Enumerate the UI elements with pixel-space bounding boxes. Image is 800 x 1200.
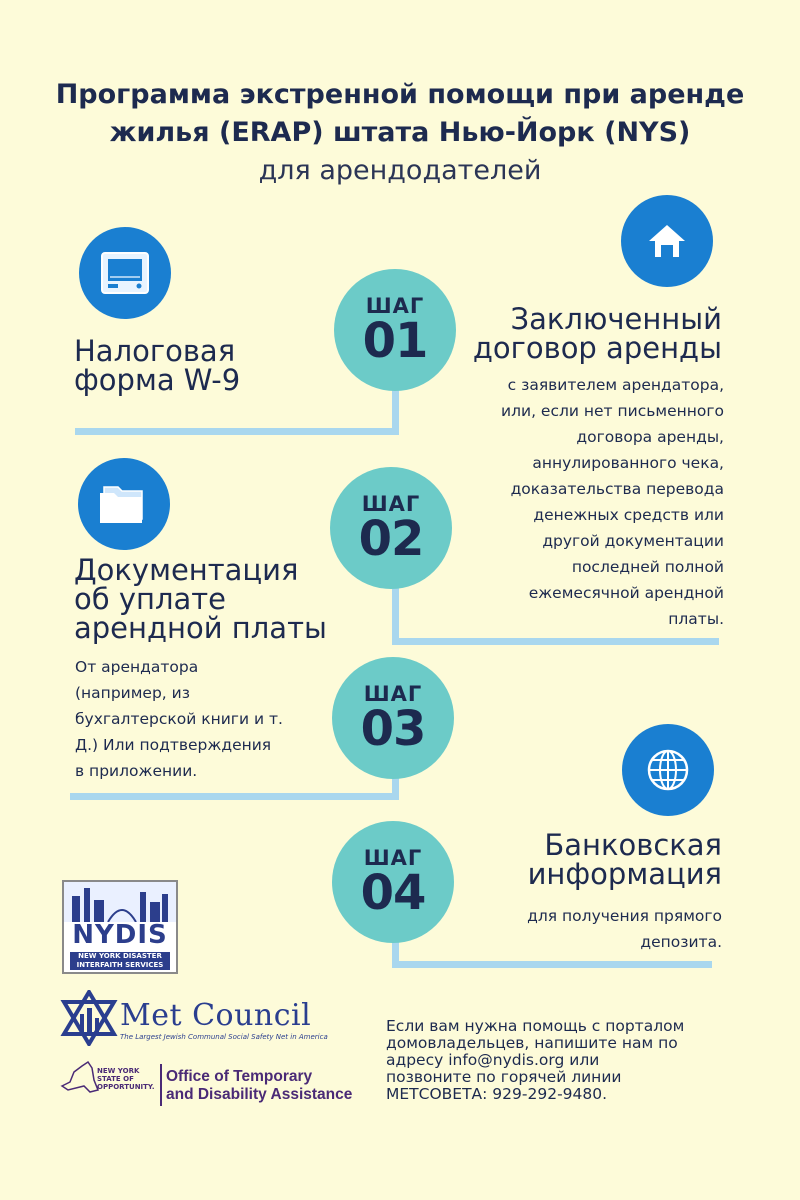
connector-2-horizontal	[392, 638, 719, 645]
step-04-circle	[332, 821, 454, 943]
step-number: 04	[360, 865, 426, 921]
nydis-subtitle: NEW YORK DISASTER INTERFAITH SERVICES	[70, 952, 170, 970]
rent-docs-text-line: бухгалтерской книги и т.	[75, 710, 283, 728]
bank-text	[470, 903, 722, 955]
step-02-circle	[330, 467, 452, 589]
lease-text-line: договора аренды,	[576, 428, 724, 446]
otda-divider	[160, 1064, 162, 1106]
lease-text-line: последней полной	[571, 558, 724, 576]
otda-line-2: and Disability Assistance	[166, 1086, 353, 1103]
lease-text-line: доказательства перевода	[510, 480, 724, 498]
star-of-david-icon	[60, 990, 118, 1046]
rent-docs-heading	[74, 553, 327, 645]
globe-icon	[622, 724, 714, 816]
met-council-tagline: The Largest Jewish Communal Social Safety Net in America	[120, 1033, 328, 1041]
lease-text-line: платы.	[668, 610, 724, 628]
connector-4-horizontal	[392, 961, 712, 968]
lease-text-line: с заявителем арендатора,	[507, 376, 724, 394]
lease-text-line: другой документации	[542, 532, 724, 550]
step-number: 01	[362, 313, 428, 369]
connector-3-horizontal	[70, 793, 399, 800]
step-label: ШАГ	[361, 492, 421, 516]
rent-docs-heading-line-2: об уплате	[74, 582, 227, 616]
contact-line: МЕТСОВЕТА: 929-292-9480.	[386, 1085, 608, 1103]
connector-1-horizontal	[75, 428, 399, 435]
step-label: ШАГ	[363, 846, 423, 870]
lease-text-line: ежемесячной арендной	[528, 584, 724, 602]
lease-heading	[420, 302, 722, 365]
bank-heading	[440, 828, 722, 891]
otda-line-1: Office of Temporary	[166, 1068, 313, 1085]
rent-docs-text-line: От арендатора	[75, 658, 199, 676]
rent-docs-text-line: Д.) Или подтверждения	[75, 736, 272, 754]
step-03-circle	[332, 657, 454, 779]
rent-docs-text	[75, 654, 330, 784]
bank-text-line: для получения прямого	[527, 907, 722, 925]
contact-line: Если вам нужна помощь с порталом	[386, 1017, 685, 1035]
contact-line: домовладельцев, напишите нам по	[386, 1034, 678, 1052]
contact-info	[386, 1018, 746, 1103]
lease-text	[440, 372, 724, 632]
folder-icon	[78, 458, 170, 550]
title-line-2: жилья (ERAP) штата Нью-Йорк (NYS)	[109, 117, 691, 148]
w9-heading-line-1: Налоговая	[74, 334, 236, 368]
lease-text-line: денежных средств или	[533, 506, 724, 524]
bank-text-line: депозита.	[640, 933, 722, 951]
title-line-1: Программа экстренной помощи при аренде	[55, 79, 745, 110]
w9-heading-line-2: форма W-9	[74, 363, 241, 397]
new-york-state-map-icon	[60, 1060, 100, 1094]
step-number: 03	[360, 701, 426, 757]
rent-docs-heading-line-3: арендной платы	[74, 611, 327, 645]
home-icon	[621, 195, 713, 287]
step-label: ШАГ	[363, 682, 423, 706]
rent-docs-text-line: в приложении.	[75, 762, 198, 780]
nydis-wordmark: NYDIS	[72, 920, 168, 950]
lease-heading-line-1: Заключенный	[510, 302, 722, 336]
step-label: ШАГ	[365, 294, 425, 318]
nydis-logo	[62, 880, 178, 974]
lease-text-line: или, если нет письменного	[501, 402, 724, 420]
otda-wordmark	[166, 1068, 352, 1104]
rent-docs-heading-line-1: Документация	[74, 553, 299, 587]
lease-heading-line-2: договор аренды	[472, 331, 722, 365]
lease-text-line: аннулированного чека,	[532, 454, 724, 472]
monitor-icon	[79, 227, 171, 319]
ny-state-label: NEW YORK STATE OF OPPORTUNITY.	[97, 1067, 155, 1091]
contact-line: адресу info@nydis.org или	[386, 1051, 600, 1069]
met-council-wordmark: Met Council	[120, 998, 312, 1033]
bank-heading-line-1: Банковская	[544, 828, 722, 862]
page-title	[20, 76, 780, 152]
bank-heading-line-2: информация	[527, 857, 722, 891]
w9-heading	[74, 334, 241, 397]
page-subtitle: для арендодателей	[258, 155, 542, 186]
connector-2-vertical	[392, 580, 399, 645]
rent-docs-text-line: (например, из	[75, 684, 190, 702]
step-number: 02	[358, 511, 424, 567]
contact-line: позвоните по горячей линии	[386, 1068, 622, 1086]
